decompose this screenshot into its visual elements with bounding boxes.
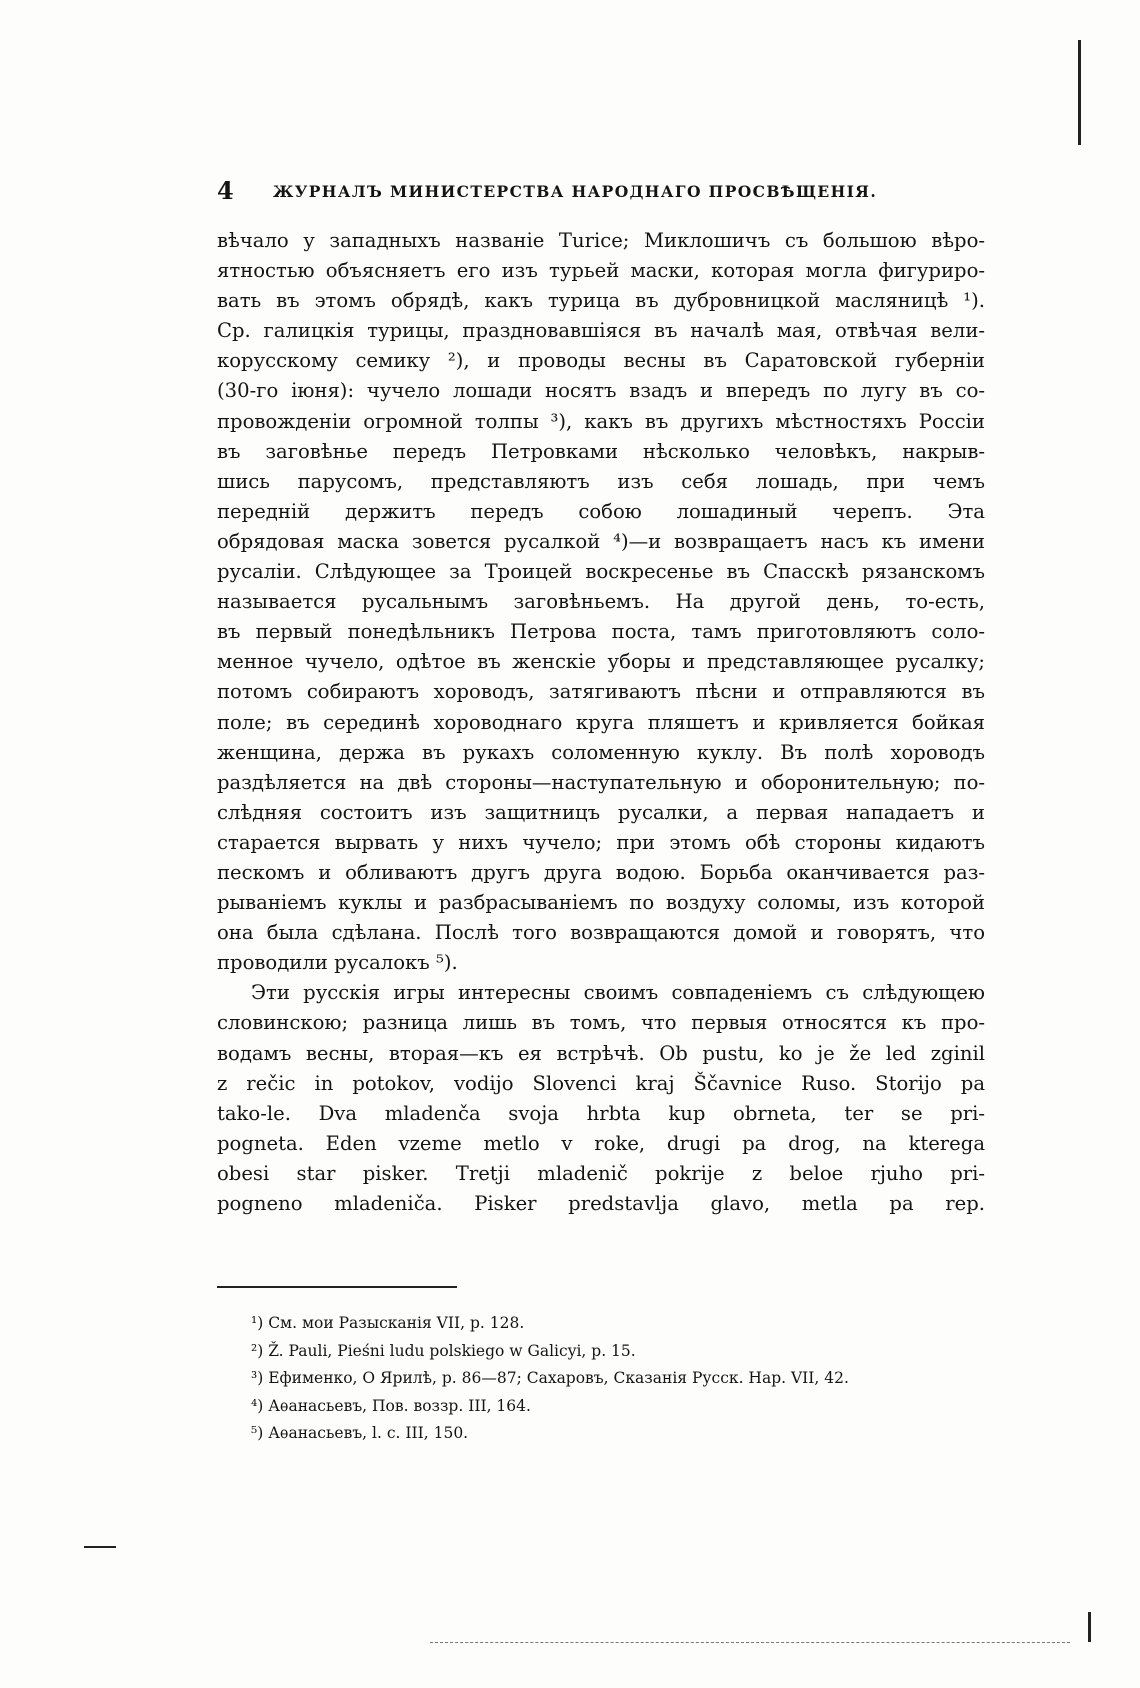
text-line: она была сдѣлана. Послѣ того возвращаются домой и говорятъ, что (217, 921, 985, 945)
text-line: pogneta. Eden vzeme metlo v roke, drugi pa drog, na kterega (217, 1131, 985, 1155)
text-line: провожденіи огромной толпы ³), какъ въ другихъ мѣстностяхъ Россіи (217, 409, 985, 433)
scan-margin-dash-bottom (430, 1642, 1070, 1644)
text-line: раздѣляется на двѣ стороны—наступательную и оборонительную; по- (217, 770, 985, 794)
text-line: слѣдняя состоитъ изъ защитницъ русалки, а первая нападаетъ и (217, 800, 985, 824)
scan-margin-rule-bottom-right (1088, 1612, 1091, 1642)
text-line: (30-го іюня): чучело лошади носятъ взадъ и впередъ по лугу въ со- (217, 379, 985, 403)
footnote-5: ⁵) Аѳанасьевъ, l. c. III, 150. (251, 1424, 469, 1443)
text-line: поле; въ серединѣ хороводнаго круга пляшетъ и кривляется бойкая (217, 710, 985, 734)
text-line: называется русальнымъ заговѣньемъ. На другой день, то-есть, (217, 590, 985, 614)
footnote-separator (217, 1286, 457, 1288)
page-number: 4 (217, 176, 234, 205)
scan-margin-rule-top-right (1078, 40, 1081, 145)
text-line: вѣчало у западныхъ названіе Turice; Миклошичъ съ большою вѣро- (217, 229, 985, 252)
text-line: пескомъ и обливаютъ другъ друга водою. Борьба оканчивается раз- (217, 860, 985, 884)
text-line: Ср. галицкія турицы, праздновавшіяся въ началѣ мая, отвѣчая вели- (217, 319, 985, 343)
footnote-4: ⁴) Аѳанасьевъ, Пов. воззр. III, 164. (251, 1396, 531, 1415)
text-line: передній держитъ передъ собою лошадиный черепъ. Эта (217, 499, 985, 523)
text-line: водамъ весны, вторая—къ ея встрѣчѣ. Ob pustu, ko je že led zginil (217, 1041, 985, 1065)
text-line: obesi star pisker. Tretji mladenič pokrije z beloe rjuho pri- (217, 1161, 985, 1185)
text-line: tako-le. Dva mladenča svoja hrbta kup obrneta, ter se pri- (217, 1101, 985, 1125)
text-line: z rečic in potokov, vodijo Slovenci kraj Ščavnice Ruso. Storijo pa (217, 1071, 985, 1095)
text-line: въ первый понедѣльникъ Петрова поста, тамъ приготовляютъ соло- (217, 620, 985, 644)
text-line: женщина, держа въ рукахъ соломенную куклу. Въ полѣ хороводъ (217, 740, 985, 764)
scan-margin-dash-left (84, 1546, 116, 1548)
text-line-paragraph-start: Эти русскія игры интересны своимъ совпаденіемъ съ слѣдующею (251, 981, 985, 1005)
text-line: вать въ этомъ обрядѣ, какъ турица въ дубровницкой масляницѣ ¹). (217, 289, 985, 313)
footnote-2: ²) Ž. Pauli, Pieśni ludu polskiego w Galicyi, p. 15. (251, 1341, 636, 1360)
text-line-paragraph-end: проводили русалокъ ⁵). (217, 951, 458, 975)
text-line: ятностью объясняетъ его изъ турьей маски, которая могла фигуриро- (217, 259, 985, 283)
text-line: рываніемъ куклы и разбрасываніемъ по воздуху соломы, изъ которой (217, 891, 985, 915)
text-line: потомъ собираютъ хороводъ, затягиваютъ пѣсни и отправляются въ (217, 680, 985, 704)
page-header (217, 176, 987, 206)
text-line: корусскому семику ²), и проводы весны въ Саратовской губерніи (217, 349, 985, 373)
footnotes (217, 1310, 989, 1448)
text-line: шись парусомъ, представляютъ изъ себя лошадь, при чемъ (217, 469, 985, 493)
text-line: русаліи. Слѣдующее за Троицей воскресенье въ Спасскѣ рязанскомъ (217, 560, 985, 584)
running-head: ЖУРНАЛЪ МИНИСТЕРСТВА НАРОДНАГО ПРОСВѢЩЕНІЯ. (273, 182, 878, 201)
text-line: обрядовая маска зовется русалкой ⁴)—и возвращаетъ насъ къ имени (217, 529, 985, 553)
body-text (217, 226, 985, 1219)
text-line: pogneno mladeniča. Pisker predstavlja glavo, metla pa rep. (217, 1192, 985, 1215)
text-line: въ заговѣнье передъ Петровками нѣсколько человѣкъ, накрыв- (217, 439, 985, 463)
footnote-1: ¹) См. мои Разысканія VII, р. 128. (251, 1314, 525, 1332)
text-line: старается вырвать у нихъ чучело; при этомъ обѣ стороны кидаютъ (217, 830, 985, 854)
footnote-3: ³) Ефименко, О Ярилѣ, р. 86—87; Сахаровъ, Сказанія Русск. Нар. VII, 42. (251, 1369, 849, 1388)
text-line: менное чучело, одѣтое въ женскіе уборы и представляющее русалку; (217, 650, 985, 674)
text-line: словинскою; разница лишь въ томъ, что первыя относятся къ про- (217, 1011, 985, 1035)
